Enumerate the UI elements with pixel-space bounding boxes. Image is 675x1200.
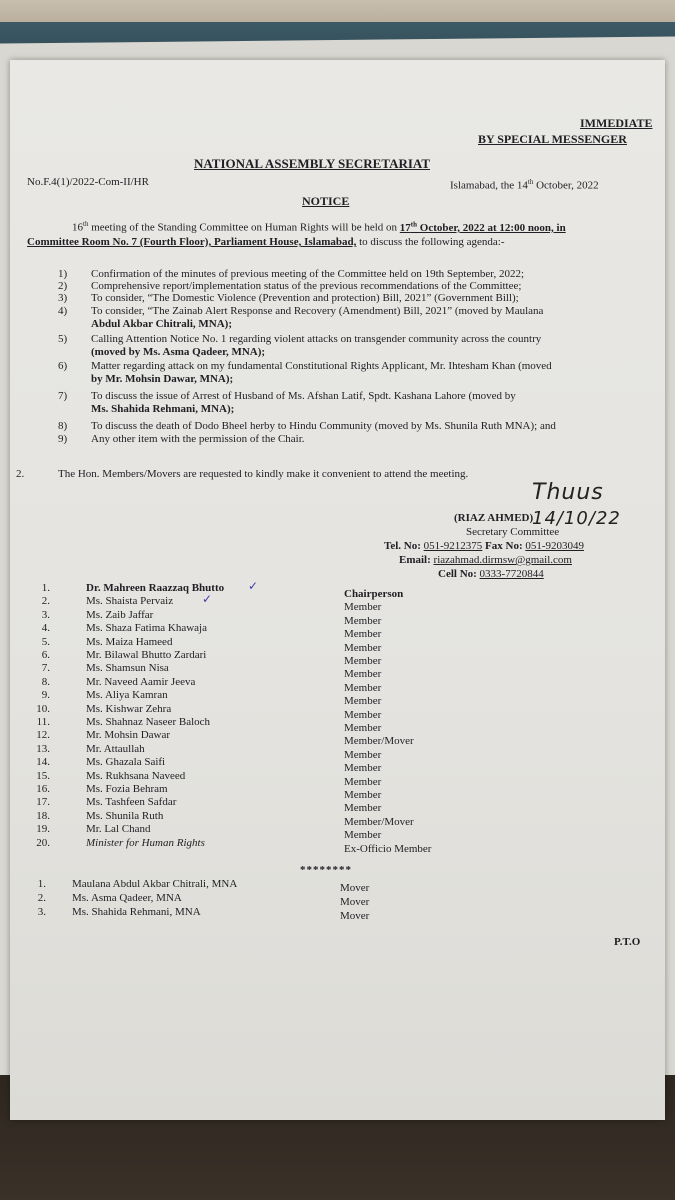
- agenda-item-text: Matter regarding attack on my fundamental Constitutional Rights Applicant, Mr. Ihtesham Khan (moved: [91, 360, 552, 372]
- member-role: Member: [344, 722, 382, 734]
- member-role: Chairperson: [344, 588, 404, 600]
- member-name: Ms. Shunila Ruth: [86, 809, 164, 822]
- member-name: Minister for Human Rights: [86, 836, 205, 849]
- mover-name: Ms. Asma Qadeer, MNA: [72, 892, 182, 904]
- member-number: 7.: [41, 662, 50, 675]
- member-role: Member: [344, 695, 382, 708]
- member-number: 1.: [41, 582, 50, 594]
- member-role: Member: [344, 628, 382, 641]
- member-role: Member: [344, 775, 382, 788]
- telephone-fax: Tel. No: 051-9212375 Fax No: 051-9203049: [384, 540, 585, 552]
- para-2-text: The Hon. Members/Movers are requested to kindly make it convenient to attend the meeting.: [58, 468, 469, 480]
- member-name: Ms. Shaista Pervaiz: [86, 595, 174, 608]
- intro-line-1: 16th meeting of the Standing Committee on Human Rights will be held on 17th October, 2022 at 12:00 noon, in: [72, 220, 566, 234]
- member-name: Ms. Maiza Hameed: [86, 635, 173, 648]
- agenda-item-text: Confirmation of the minutes of previous meeting of the Committee held on 19th September, 2022;: [91, 268, 525, 280]
- agenda-item-number: 5): [58, 333, 68, 345]
- member-name: Ms. Ghazala Saifi: [86, 756, 166, 769]
- mover-number: 1.: [37, 878, 46, 890]
- member-role: Member: [344, 802, 382, 815]
- member-number: 5.: [41, 635, 50, 648]
- member-name: Mr. Naveed Aamir Jeeva: [86, 675, 196, 688]
- agenda-item-number: 9): [58, 433, 68, 445]
- mover-role: Mover: [340, 882, 370, 894]
- member-number: 16.: [36, 783, 50, 795]
- agenda-item-text: Abdul Akbar Chitrali, MNA);: [91, 318, 232, 330]
- file-number: No.F.4(1)/2022-Com-II/HR: [27, 176, 149, 188]
- member-number: 19.: [36, 823, 50, 836]
- member-role: Member: [344, 668, 382, 681]
- member-name: Ms. Kishwar Zehra: [86, 702, 172, 715]
- member-role: Member/Mover: [344, 815, 414, 828]
- member-number: 17.: [36, 796, 50, 809]
- agenda-item-number: 2): [58, 280, 68, 292]
- member-role: Member: [344, 655, 382, 667]
- member-role: Member: [344, 708, 382, 721]
- member-name: Ms. Shaza Fatima Khawaja: [86, 622, 207, 635]
- agenda-item-text: Ms. Shahida Rehmani, MNA);: [91, 403, 235, 415]
- member-number: 6.: [41, 649, 50, 661]
- mover-role: Mover: [340, 896, 370, 908]
- agenda-item-text: Calling Attention Notice No. 1 regarding violent attacks on transgender community across the country: [91, 333, 542, 345]
- separator: ********: [300, 864, 352, 876]
- secretariat-title: NATIONAL ASSEMBLY SECRETARIAT: [194, 156, 430, 171]
- handwritten-signature: Thuus 14/10/22: [532, 480, 621, 529]
- agenda-item-text: (moved by Ms. Asma Qadeer, MNA);: [91, 346, 266, 358]
- member-number: 13.: [36, 742, 50, 755]
- mover-number: 2.: [37, 892, 46, 904]
- email-line[interactable]: Email: riazahmad.dirmsw@gmail.com: [399, 554, 572, 566]
- member-name: Dr. Mahreen Raazzaq Bhutto: [86, 582, 225, 594]
- member-name: Ms. Shahnaz Naseer Baloch: [86, 716, 211, 728]
- member-number: 18.: [36, 809, 50, 822]
- special-messenger-label: BY SPECIAL MESSENGER: [478, 132, 627, 146]
- mover-name: Ms. Shahida Rehmani, MNA: [72, 906, 201, 918]
- member-name: Ms. Rukhsana Naveed: [86, 769, 186, 782]
- mover-role: Mover: [340, 910, 370, 922]
- member-name: Ms. Tashfeen Safdar: [86, 796, 177, 809]
- agenda-item-number: 3): [58, 292, 68, 304]
- member-number: 8.: [41, 675, 50, 688]
- agenda-item-text: by Mr. Mohsin Dawar, MNA);: [91, 373, 234, 385]
- member-number: 9.: [41, 689, 50, 702]
- member-role: Member: [344, 614, 382, 627]
- member-role: Member: [344, 789, 382, 801]
- member-name: Mr. Mohsin Dawar: [86, 729, 171, 742]
- member-name: Mr. Bilawal Bhutto Zardari: [86, 649, 207, 661]
- mover-number: 3.: [37, 906, 46, 918]
- member-number: 2.: [41, 595, 50, 608]
- agenda-item-number: 1): [58, 268, 68, 280]
- member-name: Mr. Attaullah: [86, 742, 145, 755]
- agenda-item-text: To discuss the issue of Arrest of Husband of Ms. Afshan Latif, Spdt. Kashana Lahore (moved by: [91, 390, 516, 402]
- cell-line: Cell No: 0333-7720844: [438, 568, 544, 580]
- member-name: Ms. Aliya Kamran: [86, 689, 168, 702]
- pto-label: P.T.O: [614, 936, 641, 948]
- agenda-item-number: 4): [58, 305, 68, 317]
- member-number: 12.: [36, 729, 50, 742]
- member-role: Member/Mover: [344, 735, 414, 748]
- notice-document: [10, 60, 665, 1120]
- member-number: 3.: [41, 608, 50, 621]
- member-role: Ex-Officio Member: [344, 842, 432, 855]
- intro-line-2: Committee Room No. 7 (Fourth Floor), Parliament House, Islamabad, to discuss the following agenda:-: [27, 236, 505, 248]
- agenda-item-number: 6): [58, 360, 68, 372]
- member-name: Ms. Fozia Behram: [86, 783, 168, 795]
- signatory-title: Secretary Committee: [466, 526, 560, 538]
- tick-mark: ✓: [202, 592, 213, 606]
- signatory-name: (RIAZ AHMED): [454, 512, 534, 524]
- agenda-item-text: To consider, “The Domestic Violence (Prevention and protection) Bill, 2021” (Government Bill);: [91, 292, 519, 304]
- member-role: Member: [344, 748, 382, 761]
- agenda-item-text: To discuss the death of Dodo Bheel herby to Hindu Community (moved by Ms. Shunila Ruth MNA); and: [91, 420, 556, 432]
- member-role: Member: [344, 601, 382, 614]
- member-name: Ms. Shamsun Nisa: [86, 662, 169, 675]
- agenda-item-text: Any other item with the permission of the Chair.: [91, 433, 305, 445]
- place-date: Islamabad, the 14th October, 2022: [450, 178, 599, 192]
- member-role: Member: [344, 829, 382, 842]
- member-name: Ms. Zaib Jaffar: [86, 608, 154, 621]
- agenda-item-text: Comprehensive report/implementation status of the previous recommendations of the Committee;: [91, 280, 522, 292]
- agenda-item-text: To consider, “The Zainab Alert Response and Recovery (Amendment) Bill, 2021” (moved by Maulana: [91, 305, 544, 317]
- mover-name: Maulana Abdul Akbar Chitrali, MNA: [72, 878, 238, 890]
- notice-heading: NOTICE: [302, 194, 350, 208]
- immediate-label: IMMEDIATE: [580, 116, 653, 130]
- agenda-item-number: 8): [58, 420, 68, 432]
- member-number: 14.: [36, 756, 50, 769]
- member-number: 11.: [36, 716, 50, 728]
- member-name: Mr. Lal Chand: [86, 823, 151, 836]
- member-role: Member: [344, 641, 382, 654]
- member-role: Member: [344, 762, 382, 775]
- agenda-item-number: 7): [58, 390, 68, 402]
- member-number: 4.: [41, 622, 50, 635]
- para-2-number: 2.: [16, 468, 25, 480]
- member-number: 15.: [36, 769, 50, 782]
- member-number: 10.: [36, 702, 50, 715]
- tick-mark: ✓: [248, 579, 259, 593]
- member-number: 20.: [36, 836, 50, 849]
- member-role: Member: [344, 681, 382, 694]
